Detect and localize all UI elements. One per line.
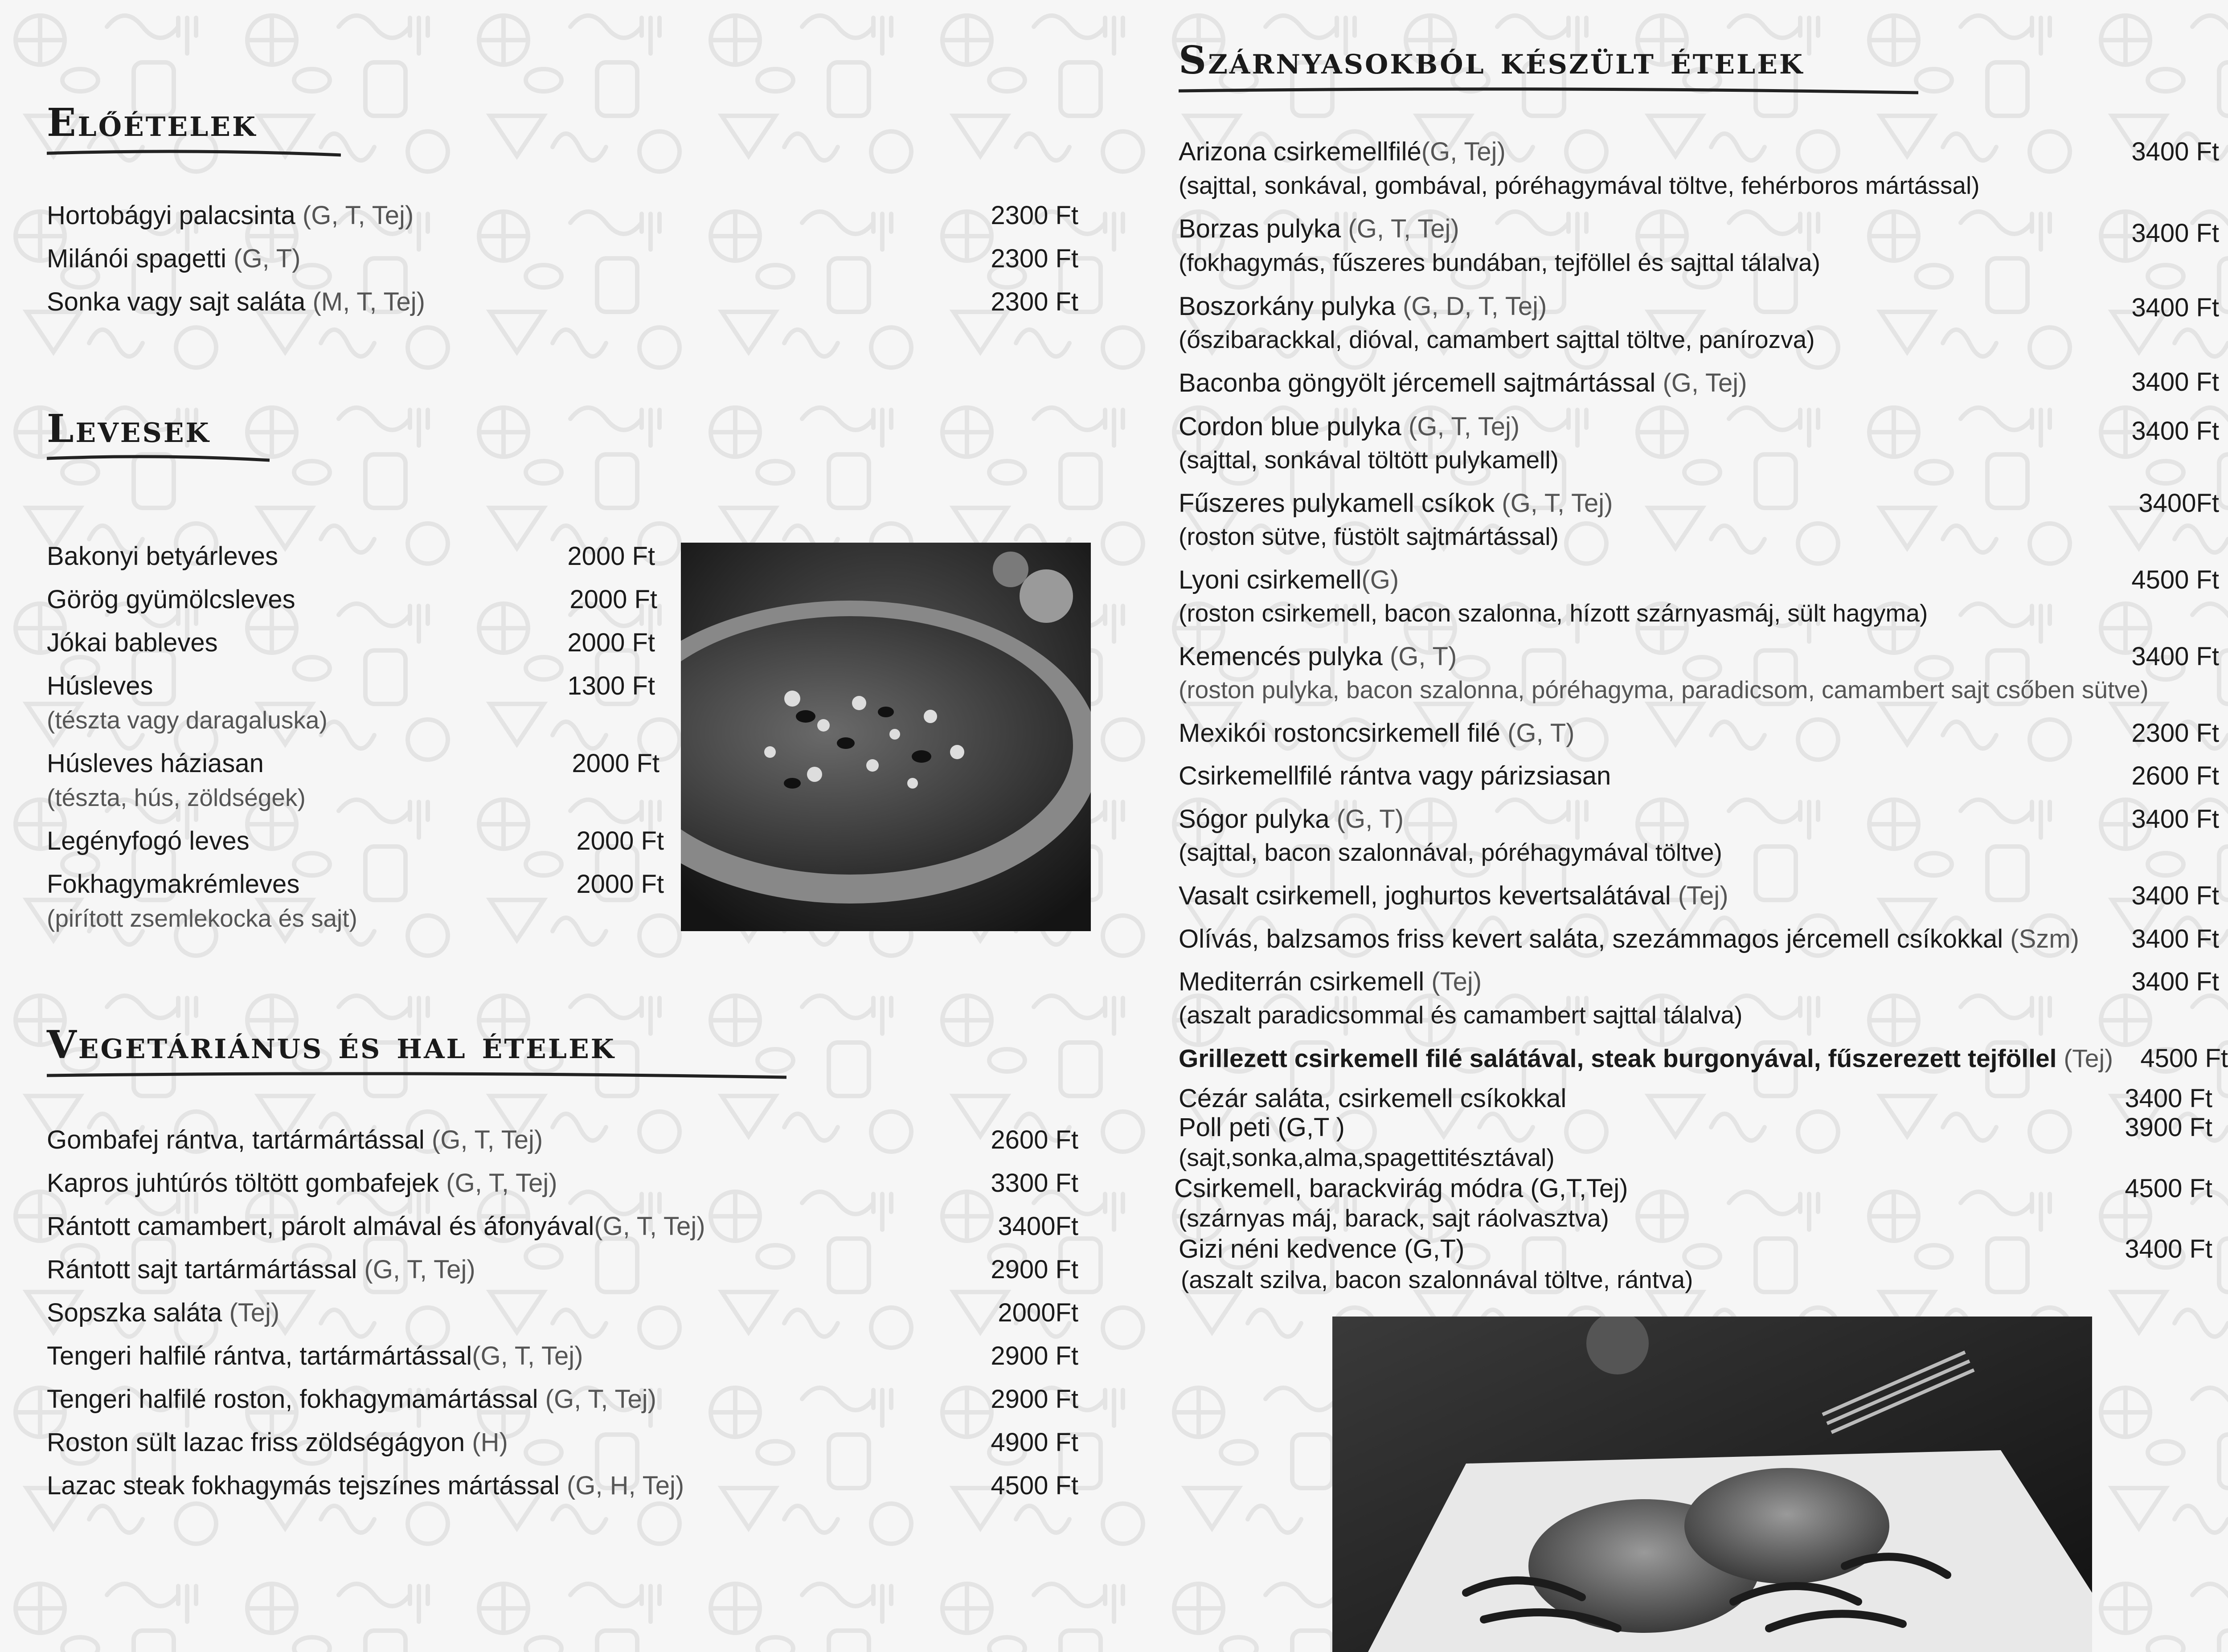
menu-item: Roston sült lazac friss zöldségágyon (H): [47, 1428, 508, 1457]
item-description: (roston csirkemell, bacon szalonna, hízott szárnyasmáj, sült hagyma): [1179, 599, 1928, 627]
item-price: 3400 Ft: [2131, 881, 2219, 910]
title-underline: [47, 147, 341, 160]
menu-item: Görög gyümölcsleves: [47, 585, 295, 614]
menu-item: Sopszka saláta (Tej): [47, 1298, 280, 1327]
item-price: 3400 Ft: [2131, 967, 2219, 996]
item-description: (aszalt szilva, bacon szalonnával töltve, rántva): [1181, 1266, 1693, 1293]
menu-item: Kemencés pulyka (G, T): [1179, 642, 1457, 671]
soup-bowl-photo: [681, 543, 1091, 931]
item-price: 3400 Ft: [2131, 219, 2219, 248]
item-price: 1300 Ft: [567, 671, 655, 700]
item-description: (őszibarackkal, dióval, camambert sajttal töltve, panírozva): [1179, 326, 1815, 353]
item-price: 4500 Ft: [2140, 1044, 2228, 1073]
menu-item: Sonka vagy sajt saláta (M, T, Tej): [47, 287, 425, 316]
item-description: (roston sütve, füstölt sajtmártással): [1179, 523, 1559, 550]
menu-item: Baconba göngyölt jércemell sajtmártással (G, Tej): [1179, 368, 1747, 397]
item-price: 2000 Ft: [576, 870, 664, 899]
title-underline: [47, 1069, 786, 1083]
item-price: 2000 Ft: [567, 628, 655, 657]
item-description: (sajttal, sonkával töltött pulykamell): [1179, 446, 1559, 474]
menu-item: Fűszeres pulykamell csíkok (G, T, Tej): [1179, 489, 1613, 518]
item-description: (pirított zsemlekocka és sajt): [47, 904, 357, 932]
item-price: 3900 Ft: [2125, 1113, 2212, 1142]
menu-item: Arizona csirkemellfilé(G, Tej): [1179, 137, 1506, 166]
menu-item: Cézár saláta, csirkemell csíkokkal: [1179, 1084, 1567, 1113]
item-price: 4500 Ft: [2125, 1174, 2212, 1203]
item-price: 3300 Ft: [991, 1169, 1078, 1198]
menu-item: Legényfogó leves: [47, 826, 250, 855]
item-price: 2900 Ft: [991, 1341, 1078, 1370]
item-price: 3400 Ft: [2131, 293, 2219, 322]
item-price: 3400Ft: [2138, 489, 2219, 518]
menu-item: Grillezett csirkemell filé salátával, steak burgonyával, fűszerezett tejföllel (Tej): [1179, 1044, 2113, 1073]
item-price: 2300 Ft: [991, 287, 1078, 316]
menu-item: Jókai bableves: [47, 628, 218, 657]
item-price: 4500 Ft: [2131, 565, 2219, 594]
menu-item: Boszorkány pulyka (G, D, T, Tej): [1179, 292, 1547, 321]
item-description: (tészta, hús, zöldségek): [47, 784, 306, 811]
item-price: 2900 Ft: [991, 1385, 1078, 1414]
menu-item: Vasalt csirkemell, joghurtos kevertsalátával (Tej): [1179, 881, 1728, 910]
item-price: 2300 Ft: [991, 244, 1078, 273]
item-price: 2000 Ft: [572, 749, 659, 778]
section-title-vegetarianus: Vegetáriánus és hal ételek: [47, 1022, 616, 1067]
item-price: 2600 Ft: [991, 1125, 1078, 1154]
chicken-roll-photo: [1332, 1317, 2092, 1652]
menu-item: Rántott sajt tartármártással (G, T, Tej): [47, 1255, 475, 1284]
item-description: (sajttal, sonkával, gombával, póréhagymával töltve, fehérboros mártással): [1179, 172, 1980, 199]
menu-item: Sógor pulyka (G, T): [1179, 805, 1404, 834]
menu-item: Fokhagymakrémleves: [47, 870, 300, 899]
menu-item: Húsleves: [47, 671, 153, 700]
menu-item: Mexikói rostoncsirkemell filé (G, T): [1179, 719, 1575, 748]
menu-item: Lyoni csirkemell(G): [1179, 565, 1399, 594]
item-description: (aszalt paradicsommal és camambert sajttal tálalva): [1179, 1001, 1743, 1029]
item-price: 3400 Ft: [2125, 1084, 2212, 1113]
item-price: 3400Ft: [998, 1212, 1078, 1241]
section-title-levesek: Levesek: [47, 406, 211, 451]
item-price: 2000 Ft: [567, 542, 655, 571]
item-price: 2000 Ft: [569, 585, 657, 614]
item-price: 3400 Ft: [2131, 805, 2219, 834]
menu-item: Poll peti (G,T ): [1179, 1113, 1345, 1142]
menu-item: Cordon blue pulyka (G, T, Tej): [1179, 412, 1520, 441]
item-price: 2000 Ft: [576, 826, 664, 855]
menu-item: Csirkemell, barackvirág módra (G,T,Tej): [1174, 1174, 1628, 1203]
menu-item: Lazac steak fokhagymás tejszínes mártással (G, H, Tej): [47, 1471, 684, 1500]
item-description: (tészta vagy daragaluska): [47, 706, 328, 734]
item-price: 4500 Ft: [991, 1471, 1078, 1500]
menu-item: Mediterrán csirkemell (Tej): [1179, 967, 1482, 996]
item-price: 4900 Ft: [991, 1428, 1078, 1457]
item-price: 3400 Ft: [2125, 1235, 2212, 1264]
item-price: 3400 Ft: [2131, 417, 2219, 446]
item-price: 3400 Ft: [2131, 642, 2219, 671]
item-price: 2900 Ft: [991, 1255, 1078, 1284]
title-underline: [1179, 85, 1918, 98]
menu-item: Gizi néni kedvence (G,T): [1179, 1235, 1465, 1264]
menu-item: Rántott camambert, párolt almával és áfonyával(G, T, Tej): [47, 1212, 705, 1241]
menu-item: Borzas pulyka (G, T, Tej): [1179, 214, 1459, 243]
item-price: 3400 Ft: [2131, 137, 2219, 166]
section-title-eloetelek: Előételek: [47, 100, 258, 145]
item-description: (sajttal, bacon szalonnával, póréhagymával töltve): [1179, 838, 1722, 866]
item-price: 3400 Ft: [2131, 924, 2219, 953]
menu-item: Milánói spagetti (G, T): [47, 244, 301, 273]
item-price: 2300 Ft: [2131, 719, 2219, 748]
item-price: 2000Ft: [998, 1298, 1078, 1327]
item-description: (szárnyas máj, barack, sajt ráolvasztva): [1179, 1204, 1609, 1232]
menu-item: Tengeri halfilé rántva, tartármártással(G, T, Tej): [47, 1341, 583, 1370]
item-description: (roston pulyka, bacon szalonna, póréhagyma, paradicsom, camambert sajt csőben sütve): [1179, 676, 2149, 703]
item-price: 2300 Ft: [991, 201, 1078, 230]
item-price: 3400 Ft: [2131, 368, 2219, 397]
section-title-szarnyas: Szárnyasokból készült ételek: [1179, 38, 1805, 83]
menu-item: Húsleves háziasan: [47, 749, 264, 778]
item-description: (sajt,sonka,alma,spagettitésztával): [1179, 1144, 1555, 1171]
menu-item: Tengeri halfilé roston, fokhagymamártással (G, T, Tej): [47, 1385, 656, 1414]
item-description: (fokhagymás, fűszeres bundában, tejföllel és sajttal tálalva): [1179, 249, 1820, 276]
item-price: 2600 Ft: [2131, 761, 2219, 790]
menu-item: Csirkemellfilé rántva vagy párizsiasan: [1179, 761, 1611, 790]
menu-item: Hortobágyi palacsinta (G, T, Tej): [47, 201, 414, 230]
menu-item: Kapros juhtúrós töltött gombafejek (G, T, Tej): [47, 1169, 557, 1198]
menu-item: Olívás, balzsamos friss kevert saláta, szezámmagos jércemell csíkokkal (Szm): [1179, 924, 2079, 953]
menu-item: Gombafej rántva, tartármártással (G, T, Tej): [47, 1125, 543, 1154]
title-underline: [47, 452, 270, 466]
menu-item: Bakonyi betyárleves: [47, 542, 278, 571]
